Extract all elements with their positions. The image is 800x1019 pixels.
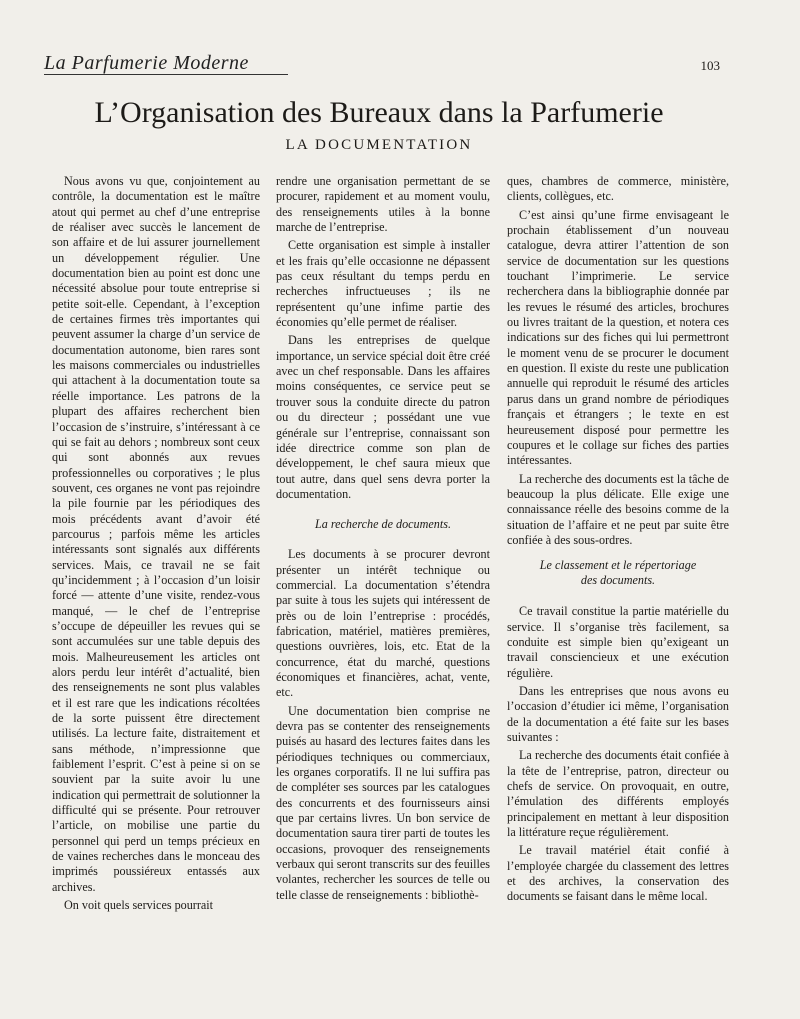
- article-title: L’Organisation des Bureaux dans la Parfumerie: [94, 96, 664, 129]
- paragraph: Nous avons vu que, conjointement au contrôle, la documentation est le maître atout qui permet au chef d’une entreprise de réaliser avec succès le lancement de son affaire et de lui assurer journellement un développement régulier. Une documentation bien au point est donc une nécessité absolue pour toute entreprise si petite soit-elle. Cependant, à l’exception de certaines firmes très importantes qui peuvent assumer la charge d’un service de documentation autonome, bien rares sont les maisons commerciales ou industrielles qui attachent à la documentation toute sa réelle importance. Les patrons de la plupart des affaires recherchent bien l’occasion de s’instruire, s’intéressant à ce qui se fait au dehors ; nombreux sont ceux qui sont abonnés aux revues professionnelles ou corporatives ; le plus souvent, ces organes ne vont pas rejoindre la pile fournie par les périodiques des mois précédents avant d’avoir été parcourus ; parfois même les articles intéressants sont signalés aux différents services. Mais, ce travail ne se fait qu’incidemment ; à l’occasion d’un loisir forcé — attente d’une visite, rendez-vous manqué, — le chef de l’entreprise s’occupe de dépeuiller les revues qui se sont accumulées sur une table depuis des mois. Malheureusement les articles ont alors perdu leur intérêt d’actualité, bien des renseignements ne sont plus valables et il est rare que les indications récoltées de la sorte puissent être directement utilisés. La lecture faite, distraitement et sans méthode, n’impressionne que faiblement l’esprit. C’est à peine si on se souvient par la suite avoir lu une indication qui permettrait de solutionner la difficulté qui se présente. Pour retrouver l’article, on mobilise une partie du personnel qui perd un temps précieux en de vaines recherches dans le monceau des imprimés poussiéreux entassés aux archives.: [52, 174, 260, 894]
- paragraph: C’est ainsi qu’une firme envisageant le prochain établissement d’un nouveau catalogue, devra attirer l’attention de son service de documentation sur les questions touchant l’imprimerie. Le service recherchera dans la bibliographie donnée par les revues le résumé des articles, brochures ou livres traitant de la question, et notera ces indications sur des fiches qui lui permettront le moment venu de se procurer le document en question. Il existe du reste une publication annuelle qui reproduit le résumé des articles parus dans un grand nombre de périodiques français et étrangers ; le texte en est heureusement disposé pour permettre les coupures et le collage sur fiches des parties intéressantes.: [507, 207, 729, 468]
- article-subtitle: LA DOCUMENTATION: [285, 137, 473, 153]
- paragraph: Cette organisation est simple à installer et les frais qu’elle occasionne ne dépassent pas ceux résultant du temps perdu en recherches infructueuses ; ils ne représentent qu’une infime partie des économies qu’elle permet de réaliser.: [276, 238, 490, 330]
- paragraph: La recherche des documents était confiée à la tête de l’entreprise, patron, directeur ou chefs de service. On provoquait, en outre, l’émulation des différents employés principalement en mettant à leur disposition la littérature reçue régulièrement.: [507, 748, 729, 840]
- paragraph: La recherche des documents est la tâche de beaucoup la plus délicate. Elle exige une connaissance réelle des besoins comme de la situation de l’affaire et ne peut par suite être confiée à des sous-ordres.: [507, 471, 729, 547]
- text-column-1: [52, 174, 260, 917]
- paragraph: ques, chambres de commerce, ministère, clients, collègues, etc.: [507, 174, 729, 204]
- text-column-3: [507, 174, 729, 908]
- paragraph: Les documents à se procurer devront présenter un intérêt technique ou commercial. La documentation s’étendra par suite à tous les sujets qui intéressent de près ou de loin l’entreprise : procédés, fabrication, matériel, matières premières, questions ouvrières, lois, etc. Etat de la concurrence, état du marché, questions économiques et financières, achat, vente, etc.: [276, 547, 490, 700]
- paragraph: Dans les entreprises que nous avons eu l’occasion d’étudier ici même, l’organisation de la documentation a été faite sur les bases suivantes :: [507, 683, 729, 744]
- paragraph: Dans les entreprises de quelque importance, un service spécial doit être créé avec un chef responsable. Dans les affaires moins conséquentes, ce service peut se trouver sous la conduite directe du patron ou du directeur ; possédant une vue générale sur l’entreprise, connaissant son idée directrice comme son plan de développement, le chef saura mieux que tout autre, dans quel sens devra porter la documentation.: [276, 333, 490, 501]
- text-column-2: [276, 174, 490, 906]
- paragraph: Le travail matériel était confié à l’employée chargée du classement des lettres et des archives, la conservation des documents se faisant dans le même local.: [507, 843, 729, 904]
- paragraph: Une documentation bien comprise ne devra pas se contenter des renseignements puisés au hasard des lectures faites dans les périodiques techniques ou commerciaux, les organes corporatifs. Il ne lui suffira pas de compléter ses sources par les catalogues des concurrents et des fournisseurs ainsi que par certains livres. Un bon service de documentation saura tirer parti de toutes les occasions, provoquer des renseignements verbaux qui seront transcrits sur des feuilles volantes, rechercher les sources de telle ou telle classe de renseignements : bibliothè-: [276, 703, 490, 902]
- section-heading: [507, 558, 729, 588]
- paragraph: On voit quels services pourrait: [64, 898, 214, 913]
- page-number: 103: [700, 58, 720, 73]
- section-heading: La recherche de documents.: [315, 517, 451, 532]
- section-heading-line: des documents.: [580, 573, 656, 588]
- section-heading-line: Le classement et le répertoriage: [539, 558, 697, 573]
- paragraph: rendre une organisation permettant de se procurer, rapidement et au moment voulu, des renseignements utiles à la bonne marche de l’entreprise.: [276, 174, 490, 235]
- paragraph: Ce travail constitue la partie matérielle du service. Il s’organise très facilement, sa conduite est simple bien qu’exigeant un travail consciencieux et une exécution régulière.: [507, 604, 729, 680]
- masthead: La Parfumerie Moderne: [44, 52, 249, 74]
- masthead-underline: [44, 74, 288, 75]
